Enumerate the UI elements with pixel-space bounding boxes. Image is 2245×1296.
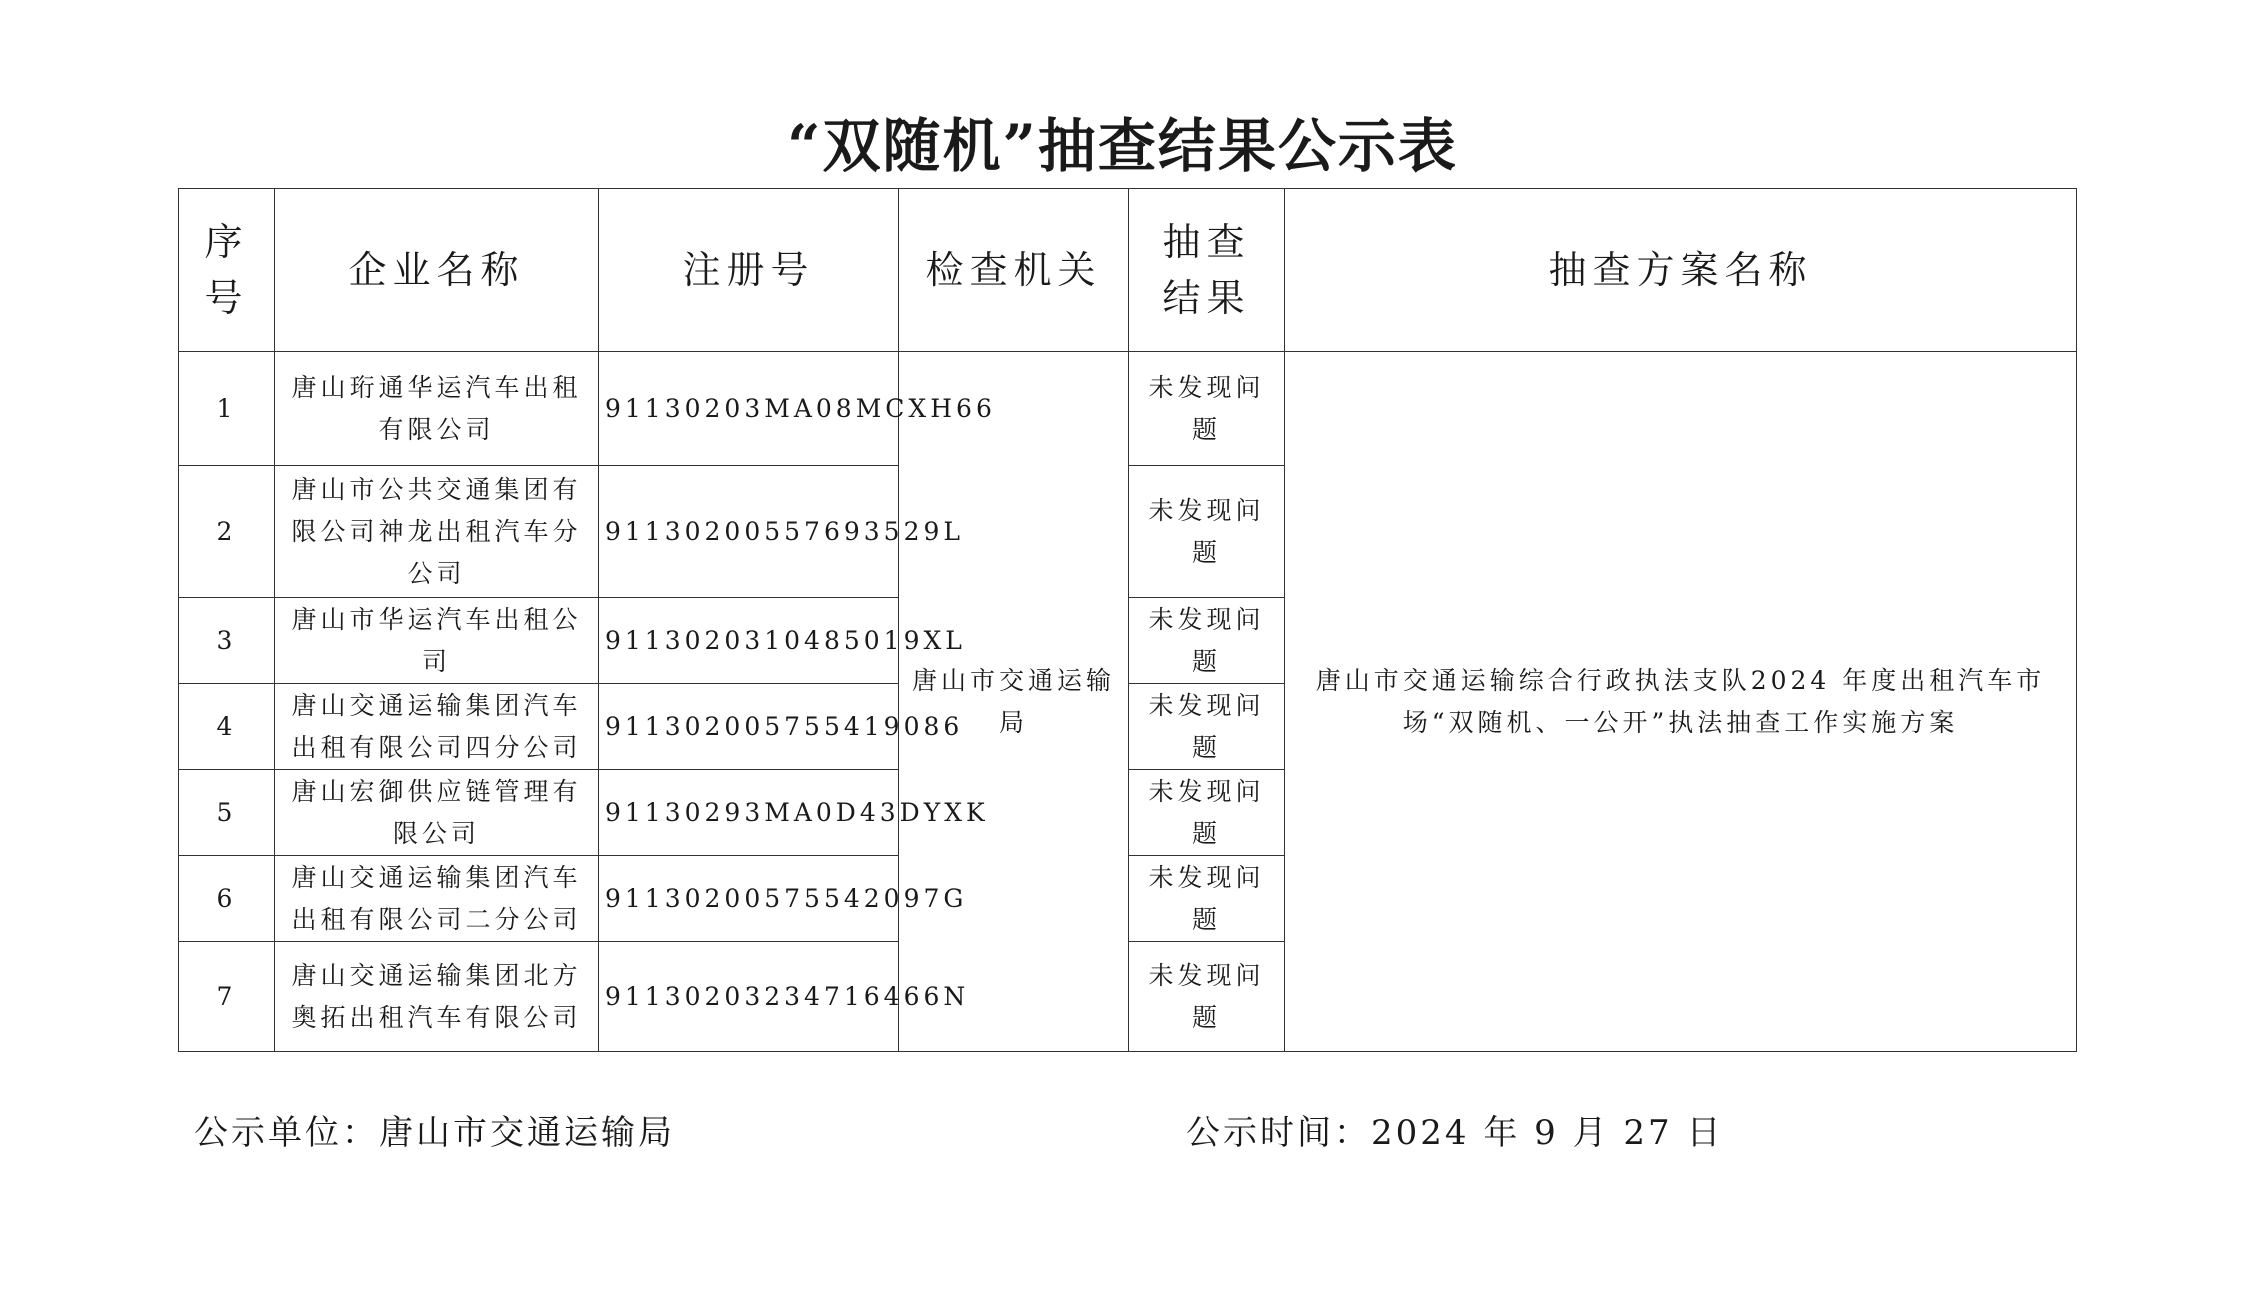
row-seq: 6: [179, 856, 275, 942]
row-result: 未发现问题: [1129, 466, 1285, 598]
row-reg-no: 91130293MA0D43DYXK: [599, 770, 899, 856]
header-result: 抽查结果: [1129, 189, 1285, 352]
row-seq: 2: [179, 466, 275, 598]
row-company: 唐山交通运输集团北方奥拓出租汽车有限公司: [275, 942, 599, 1052]
row-seq: 4: [179, 684, 275, 770]
header-reg-no: 注册号: [599, 189, 899, 352]
row-result: 未发现问题: [1129, 942, 1285, 1052]
row-seq: 5: [179, 770, 275, 856]
authority-cell: 唐山市交通运输局: [899, 352, 1129, 1052]
row-company: 唐山交通运输集团汽车出租有限公司二分公司: [275, 856, 599, 942]
page-title: “双随机”抽查结果公示表: [787, 112, 1458, 180]
header-company: 企业名称: [275, 189, 599, 352]
row-reg-no: 9113020310485019XL: [599, 598, 899, 684]
row-result: 未发现问题: [1129, 770, 1285, 856]
plan-cell: 唐山市交通运输综合行政执法支队2024 年度出租汽车市场“双随机、一公开”执法抽查工作实施方案: [1285, 352, 2077, 1052]
results-table: [178, 188, 2077, 1052]
publishing-date: 公示时间：2024 年 9 月 27 日: [1186, 1113, 1724, 1153]
row-company: 唐山交通运输集团汽车出租有限公司四分公司: [275, 684, 599, 770]
row-reg-no: 91130200557693529L: [599, 466, 899, 598]
row-reg-no: 91130203MA08MCXH66: [599, 352, 899, 466]
row-seq: 3: [179, 598, 275, 684]
row-seq: 7: [179, 942, 275, 1052]
row-company: 唐山市公共交通集团有限公司神龙出租汽车分公司: [275, 466, 599, 598]
row-reg-no: 911302005755419086: [599, 684, 899, 770]
header-row: [179, 189, 2077, 352]
row-result: 未发现问题: [1129, 598, 1285, 684]
publishing-unit: 公示单位：唐山市交通运输局: [194, 1113, 675, 1153]
row-result: 未发现问题: [1129, 684, 1285, 770]
header-plan: 抽查方案名称: [1285, 189, 2077, 352]
header-authority: 检查机关: [899, 189, 1129, 352]
header-seq: 序号: [179, 189, 275, 352]
row-company: 唐山珩通华运汽车出租有限公司: [275, 352, 599, 466]
row-result: 未发现问题: [1129, 352, 1285, 466]
table-row: [179, 352, 2077, 466]
row-reg-no: 91130203234716466N: [599, 942, 899, 1052]
row-seq: 1: [179, 352, 275, 466]
row-reg-no: 91130200575542097G: [599, 856, 899, 942]
row-result: 未发现问题: [1129, 856, 1285, 942]
row-company: 唐山宏御供应链管理有限公司: [275, 770, 599, 856]
row-company: 唐山市华运汽车出租公司: [275, 598, 599, 684]
